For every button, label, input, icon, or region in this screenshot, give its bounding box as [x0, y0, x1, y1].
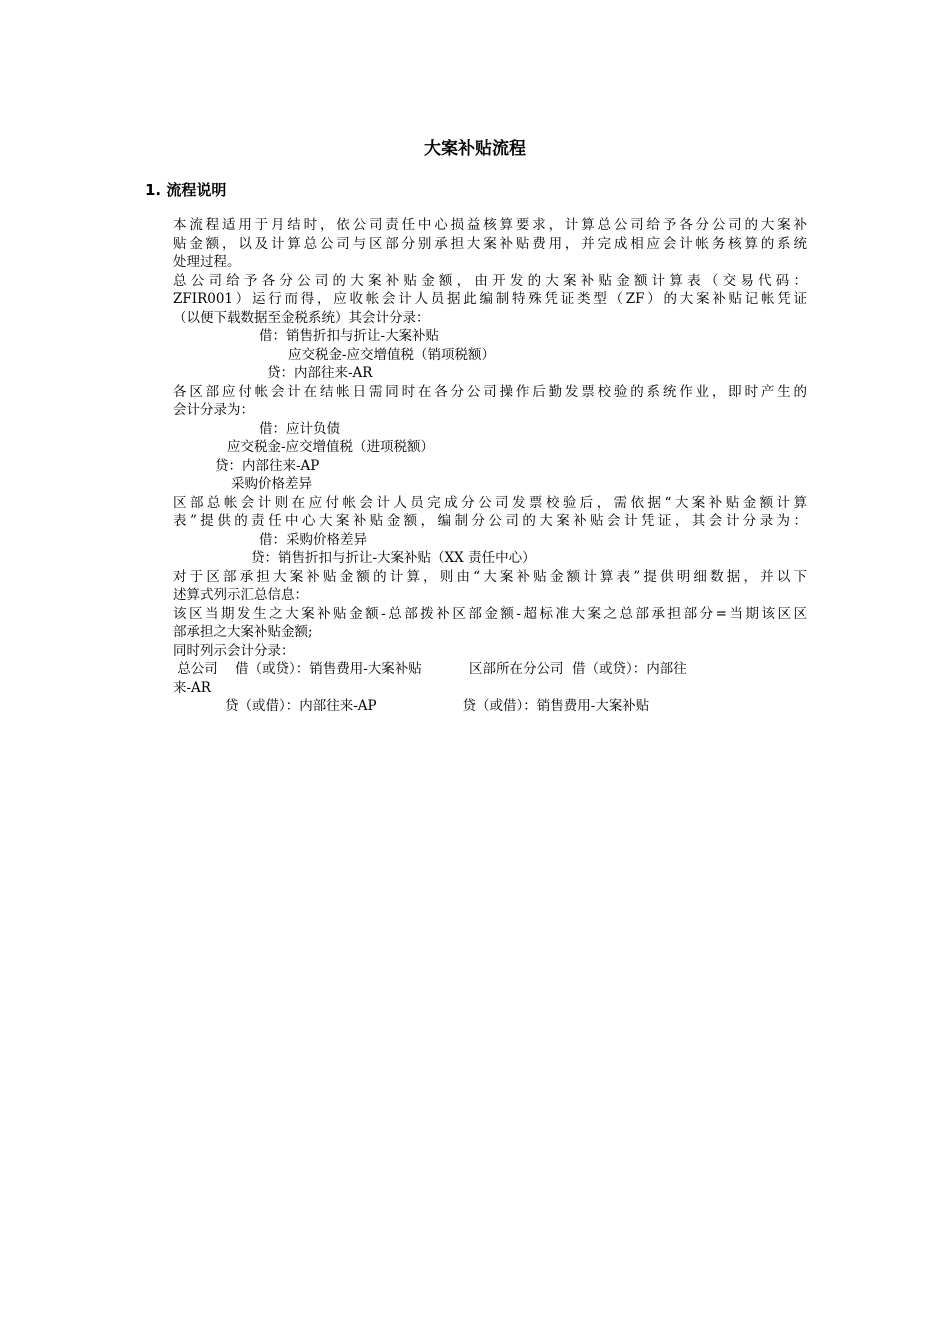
text-line: 来-AR — [173, 679, 211, 696]
text-line: 应交税金-应交增值税（进项税额） — [227, 439, 435, 455]
text-line: （以便下载数据至金税系统）其会计分录： — [173, 309, 430, 326]
section-heading: 1. 流程说明 — [145, 181, 227, 199]
text-line: 贴金额，以及计算总公司与区部分别承担大案补贴费用，并完成相应会计帐务核算的系统 — [173, 235, 807, 252]
text-line: 借：采购价格差异 — [259, 531, 367, 548]
text-line: 述算式列示汇总信息： — [173, 587, 308, 603]
text-line: 借：销售折扣与折让-大案补贴 — [259, 328, 440, 344]
text-line: 借：应计负债 — [259, 420, 340, 437]
text-line: 同时列示会计分录： — [173, 642, 295, 659]
text-line: 该区当期发生之大案补贴金额-总部拨补区部金额-超标准大案之总部承担部分=当期该区区 — [173, 605, 807, 622]
text-line: 部承担之大案补贴金额; — [173, 624, 313, 640]
text-line: ZFIR001）运行而得，应收帐会计人员据此编制特殊凭证类型（ZF）的大案补贴记帐凭证 — [173, 291, 807, 307]
text-line: 区部总帐会计则在应付帐会计人员完成分公司发票校验后，需依据“大案补贴金额计算 — [173, 494, 807, 511]
text-line: 对于区部承担大案补贴金额的计算，则由“大案补贴金额计算表”提供明细数据，并以下 — [173, 568, 807, 585]
text-line: 贷（或借）：内部往来-AP 贷（或借）：销售费用-大案补贴 — [225, 698, 650, 714]
text-line: 表”提供的责任中心大案补贴金额，编制分公司的大案补贴会计凭证，其会计分录为： — [173, 513, 807, 529]
text-line: 贷：内部往来-AR — [267, 365, 373, 381]
document-title: 大案补贴流程 — [424, 139, 526, 159]
text-line: 会计分录为： — [173, 402, 254, 418]
text-line: 应交税金-应交增值税（销项税额） — [288, 346, 496, 363]
text-line: 贷：内部往来-AP — [215, 457, 320, 474]
text-line: 各区部应付帐会计在结帐日需同时在各分公司操作后勤发票校验的系统作业，即时产生的 — [173, 383, 807, 400]
text-line: 贷：销售折扣与折让-大案补贴（XX 责任中心） — [251, 550, 536, 566]
body-text — [173, 216, 807, 716]
text-line: 本流程适用于月结时，依公司责任中心损益核算要求，计算总公司给予各分公司的大案补 — [173, 217, 807, 233]
text-line: 处理过程。 — [173, 254, 241, 270]
text-line: 采购价格差异 — [231, 476, 312, 492]
text-line: 总公司给予各分公司的大案补贴金额，由开发的大案补贴金额计算表（交易代码： — [173, 272, 807, 289]
text-line: 总公司 借（或贷）：销售费用-大案补贴 区部所在分公司 借（或贷）：内部往 — [173, 661, 687, 677]
